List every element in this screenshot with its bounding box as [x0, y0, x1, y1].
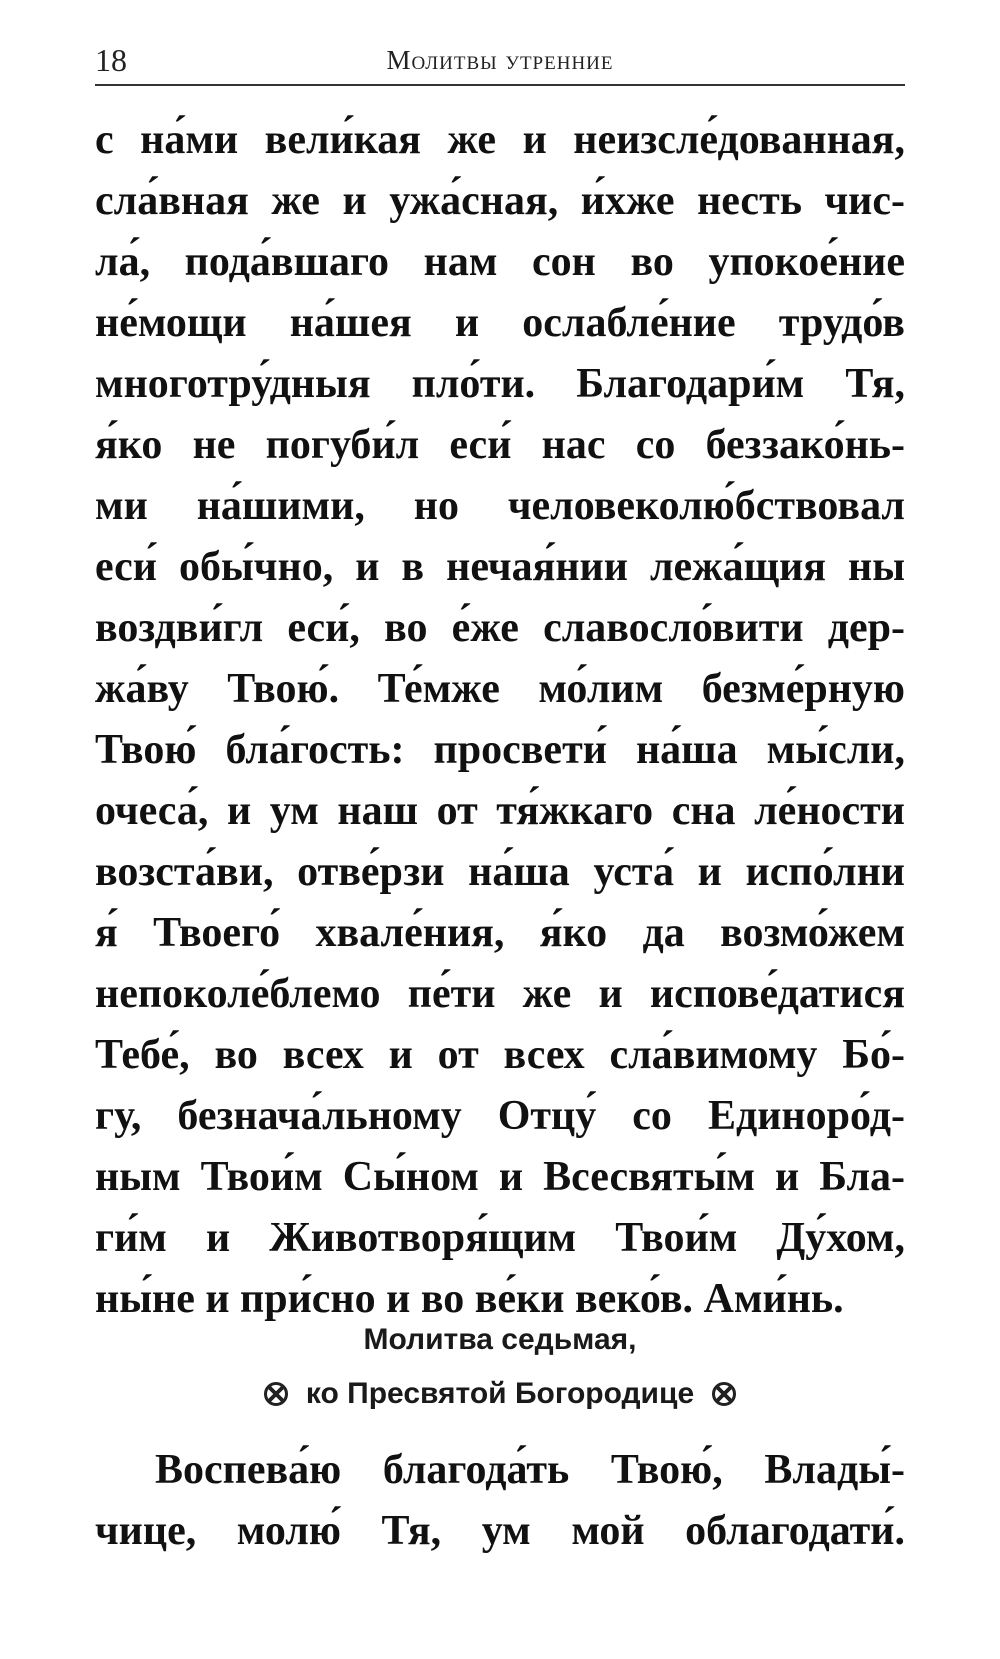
text-line: многотру́дныя пло́ти. Благодари́м Тя,	[95, 361, 905, 407]
section-heading	[95, 1320, 905, 1414]
text-line: воздви́гл еси́, во е́же славосло́вити дер-	[95, 605, 905, 651]
text-line: Тебе́, во всех и от всех сла́вимому Бо́-	[95, 1032, 905, 1078]
text-line: ги́м и Животворя́щим Твои́м Ду́хом,	[95, 1215, 905, 1261]
section-title: Молитва седьмая,	[363, 1323, 637, 1356]
running-header	[95, 40, 905, 86]
text-line: с на́ми вели́кая же и неизсле́дованная,	[95, 117, 905, 163]
text-line: еси́ обы́чно, и в нечая́нии лежа́щия ны	[95, 544, 905, 590]
header-title: Молитвы утренние	[386, 45, 614, 75]
ornament-right-icon	[712, 1382, 736, 1406]
section-subtitle-row	[95, 1374, 905, 1414]
text-line: я́ко не погуби́л еси́ нас со беззако́нь-	[95, 422, 905, 468]
text-line: непоколе́блемо пе́ти же и испове́датися	[95, 971, 905, 1017]
text-line: ным Твои́м Сы́ном и Всесвяты́м и Бла-	[95, 1154, 905, 1200]
text-line: Воспева́ю благода́ть Твою́, Влады́-	[155, 1447, 905, 1493]
text-line: ны́не и при́сно и во ве́ки веко́в. Ами́нь.	[95, 1276, 844, 1322]
text-line: я́ Твоего́ хвале́ния, я́ко да возмо́жем	[95, 910, 905, 956]
text-line: чице, молю́ Тя, ум мой облагодати́.	[95, 1508, 905, 1554]
text-line: очеса́, и ум наш от тя́жкаго сна ле́ности	[95, 788, 905, 834]
text-line: сла́вная же и ужа́сная, и́хже несть чис-	[95, 178, 905, 224]
prayer-text	[95, 110, 905, 1330]
text-line: возста́ви, отве́рзи на́ша уста́ и испо́лни	[95, 849, 905, 895]
text-line: жа́ву Твою́. Те́мже мо́лим безме́рную	[95, 666, 905, 712]
page-number: 18	[95, 42, 127, 78]
text-line: не́мощи на́шея и ослабле́ние трудо́в	[95, 300, 905, 346]
section-subtitle: ко Пресвятой Богородице	[305, 1377, 695, 1410]
text-line: Твою́ бла́гость: просвети́ на́ша мы́сли,	[95, 727, 905, 773]
text-line: ми на́шими, но человеколю́бствовал	[95, 483, 905, 529]
ornament-left-icon	[264, 1382, 288, 1406]
text-line: гу, безнача́льному Отцу́ со Единоро́д-	[95, 1093, 905, 1139]
text-line: ла́, пода́вшаго нам сон во упокое́ние	[95, 239, 905, 285]
section-text	[95, 1440, 905, 1562]
